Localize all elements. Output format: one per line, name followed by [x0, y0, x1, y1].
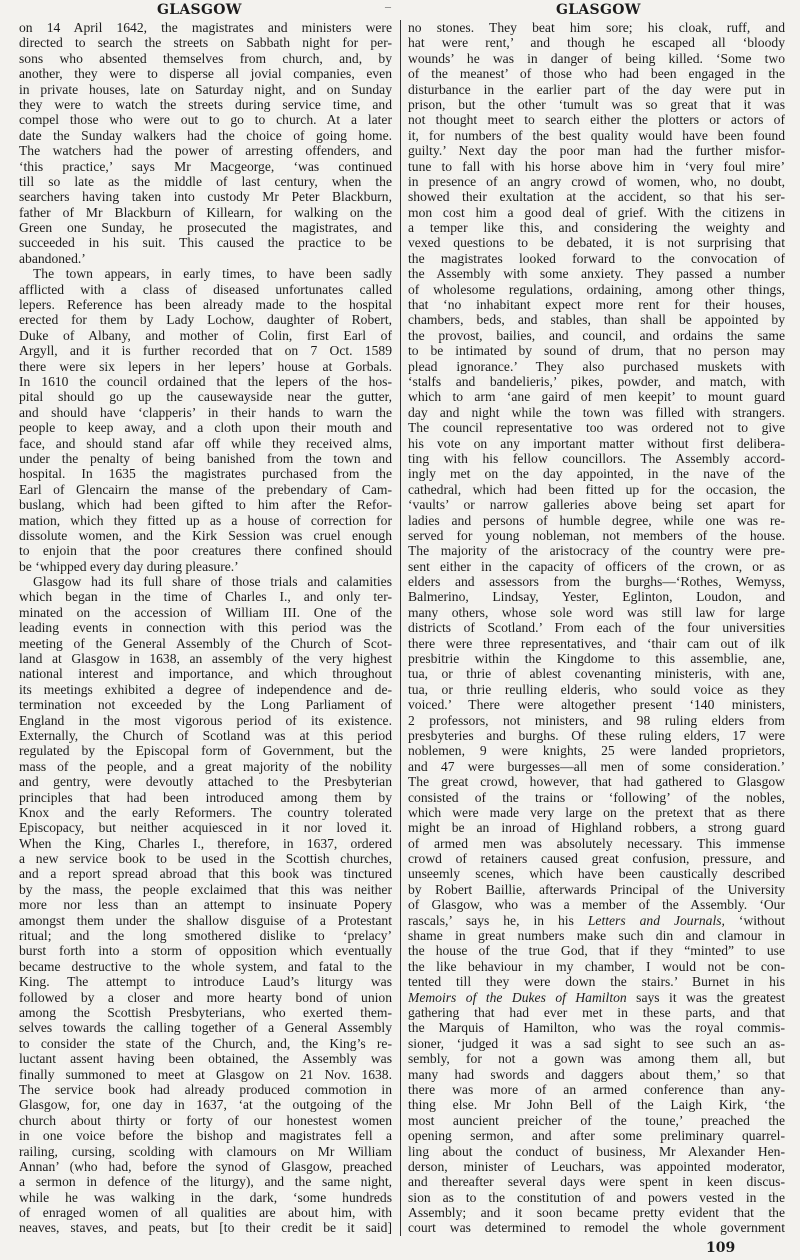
- text-line: presbyteries and burghs. Of these ruling elders, 17 were: [408, 727, 785, 743]
- text-line: court was determined to remodel the whole government: [408, 1220, 785, 1236]
- text-line: afflicted with a class of diseased unfortunates called: [19, 281, 392, 297]
- text-line: abandoned.’: [19, 250, 86, 266]
- text-line: served for young nobleman, not members of the house.: [408, 527, 785, 543]
- text-line: 2 professors, not ministers, and 98 ruling elders from: [408, 712, 785, 728]
- text-line: it, for numbers of the best quality would have been found: [408, 127, 785, 143]
- text-line: termination not exceeded by the Long Parliament of: [19, 697, 392, 713]
- text-line: in one voice before the bishop and magistrates fell a: [19, 1128, 392, 1144]
- text-line: ‘stalfs and bandelieris,’ pikes, powder, and match, with: [408, 373, 785, 389]
- text-line: national interest and importance, and which throughout: [19, 666, 392, 682]
- text-line: which began in the time of Charles I., and only ter-: [19, 589, 392, 605]
- text-line: consisted of the trains or ‘following’ of the nobles,: [408, 789, 785, 805]
- text-line: shame in great numbers make such din and clamour in: [408, 928, 785, 944]
- text-line: unseemly scenes, which have been caustically described: [408, 866, 785, 882]
- text-line: which to arm ‘ane gaird of men keepit’ to mount guard: [408, 389, 785, 405]
- text-line: buslang, which had been gifted to him after the Refor-: [19, 497, 392, 513]
- text-line: another, they were to disperse all jovial companies, even: [19, 66, 392, 82]
- text-line: ting with his fellow councillors. The Assembly accord-: [408, 450, 785, 466]
- text-line: Green one Sunday, he prosecuted the magistrates, and: [19, 220, 392, 236]
- text-line: land at Glasgow in 1638, an assembly of the very highest: [19, 651, 392, 667]
- text-line: Externally, the Church of Scotland was at this period: [19, 727, 392, 743]
- text-line: date the Sunday walkers had the choice of going home.: [19, 127, 392, 143]
- text-line: finally summoned to meet at Glasgow on 21 Nov. 1638.: [19, 1066, 392, 1082]
- text-line: no stones. They beat him sore; his cloak, ruff, and: [408, 20, 785, 35]
- running-header-left: GLASGOW: [157, 2, 242, 18]
- text-line: luctant assent having been obtained, the Assembly was: [19, 1051, 392, 1067]
- italic-title: Memoirs of the Dukes of Hamilton: [408, 989, 627, 1005]
- text-line: principles that had been introduced among them by: [19, 789, 392, 805]
- text-line: guilty.’ Next day the poor man had the further misfor-: [408, 143, 785, 159]
- text-line: the Marquis of Hamilton, who was the royal commis-: [408, 1020, 785, 1036]
- text-line: of armed men was absolutely necessary. This immense: [408, 835, 785, 851]
- text-line: a new service book to be used in the Scottish churches,: [19, 851, 392, 867]
- text-line: to consider the state of the Church, and, the King’s re-: [19, 1035, 392, 1051]
- text-line: ingly met on the day appointed, in the nave of the: [408, 466, 785, 482]
- text-line: Assembly; and it soon became pretty evident that the: [408, 1205, 785, 1221]
- text-line: [408, 990, 785, 1005]
- right-text-column: [408, 20, 785, 1238]
- text-line: father of Mr Blackburn of Killearn, for walking on the: [19, 204, 392, 220]
- text-line: opening sermon, and after some preliminary quarrel-: [408, 1128, 785, 1144]
- text-line: Knox and the early Reformers. The country tolerated: [19, 804, 392, 820]
- text-line: mass of the people, and a great majority of the nobility: [19, 758, 392, 774]
- text-line: most auncient preicher of the toune,’ preached the: [408, 1112, 785, 1128]
- text-line: of enraged women of all qualities are about him, with: [19, 1205, 392, 1221]
- text-line: ladies and persons of humble degree, while one was re-: [408, 512, 785, 528]
- text-line: England in the most vigorous period of its existence.: [19, 712, 392, 728]
- text-line: many had swords and daggers about them,’ so that: [408, 1066, 785, 1082]
- text-line: districts of Scotland.’ From each of the four universities: [408, 620, 785, 636]
- text-line: The majority of the aristocracy of the country were pre-: [408, 543, 785, 559]
- italic-title: Letters and Journals,: [587, 912, 725, 928]
- text-line: The town appears, in early times, to have been sadly: [33, 266, 392, 282]
- paragraph: [19, 574, 392, 1236]
- text-line: elders and assessors from the burghs—‘Rothes, Wemyss,: [408, 574, 785, 590]
- text-line: hat were rent,’ and though he escaped all ‘bloody: [408, 35, 785, 51]
- text-line: Glasgow, for, one day in 1637, ‘at the outgoing of the: [19, 1097, 392, 1113]
- text-line: sons who absented themselves from church, and, by: [19, 50, 392, 66]
- text-line: Episcopacy, but neither acquiesced in it nor loved it.: [19, 820, 392, 836]
- text-line: chambers, beds, and stables, than shall be appointed by: [408, 312, 785, 328]
- text-line: face, and should stand afar off while they received alms,: [19, 435, 392, 451]
- text-line: day and night while the town was filled with strangers.: [408, 404, 785, 420]
- text-line: King. The attempt to introduce Laud’s liturgy was: [19, 974, 392, 990]
- text-line: the provost, bailies, and council, and ordains the same: [408, 327, 785, 343]
- text-line: under the penalty of being banished from the town and: [19, 450, 392, 466]
- text-line: tune to fall with his horse above him in ‘very foul mire’: [408, 158, 785, 174]
- text-line: gathering that had ever met in these parts, and that: [408, 1005, 785, 1020]
- text-line: showed their exultation at the accident, so that his ser-: [408, 189, 785, 205]
- text-line: tua, or thrie reulling elderis, who sould voice as they: [408, 681, 785, 697]
- text-line: on 14 April 1642, the magistrates and ministers were: [19, 20, 392, 35]
- text-line: there was more of an armed conference than any-: [408, 1081, 785, 1097]
- text-line: leading events in connection with this period was the: [19, 620, 392, 636]
- text-line: ‘this practice,’ says Mr Macgeorge, ‘was continued: [19, 158, 392, 174]
- text-line: Balmerino, Lindsay, Yester, Eglinton, Loudon, and: [408, 589, 785, 605]
- text-line: tua, or thrie of ablest covenanting ministeris, with ane,: [408, 666, 785, 682]
- text-segment: rascals,’ says he, in his: [408, 912, 588, 928]
- text-line: vexed questions to be debated, it is not surprising that: [408, 235, 785, 251]
- text-line: might be an inroad of Highland robbers, a strong guard: [408, 820, 785, 836]
- text-line: among the Scottish Presbyterians, who exerted them-: [19, 1005, 392, 1020]
- text-line: searchers having taken into custody Mr Peter Blackburn,: [19, 189, 392, 205]
- text-line: erected for them by Lady Lochow, daughter of Robert,: [19, 312, 392, 328]
- paragraph: [19, 266, 392, 574]
- text-line: neaves, staves, and peats, but [to their credit be it said]: [19, 1220, 392, 1236]
- text-line: amongst them under the shallow disguise of a Protestant: [19, 912, 392, 928]
- text-line: people to keep away, and a cloth upon their mouth and: [19, 420, 392, 436]
- text-line: to enjoin that the poor creatures there confined should: [19, 543, 392, 559]
- text-line: more nor less than an attempt to insinuate Popery: [19, 897, 392, 913]
- text-line: The service book had already produced commotion in: [19, 1081, 392, 1097]
- text-line: directed to search the streets on Sabbath night for per-: [19, 35, 392, 51]
- text-line: not thought meet to search either the plotters or actors of: [408, 112, 785, 128]
- text-line: railing, cursing, scolding with clamours on Mr William: [19, 1143, 392, 1159]
- column-divider: [400, 20, 401, 1236]
- text-line: and a report spread abroad that this book was tinctured: [19, 866, 392, 882]
- text-line: of wholesome regulations, ordaining, among other things,: [408, 281, 785, 297]
- text-line: while he was walking in the dark, ‘some hundreds: [19, 1189, 392, 1205]
- text-line: and gentry, were devoutly attached to the Presbyterian: [19, 774, 392, 790]
- text-line: noblemen, 9 were knights, 25 were landed proprietors,: [408, 743, 785, 759]
- text-line: that ‘no inhabitant expect more rent for their houses,: [408, 297, 785, 313]
- text-line: tented till they were down the stairs.’ Burnet in his: [408, 974, 785, 990]
- paragraph: [19, 20, 392, 266]
- text-line: the house of the true God, that if they “minted” to use: [408, 943, 785, 959]
- text-line: pital should go up the causewayside near the gutter,: [19, 389, 392, 405]
- text-line: be ‘whipped every day during pleasure.’: [19, 558, 239, 574]
- text-line: a sermon in defence of the liturgy), and the same night,: [19, 1174, 392, 1190]
- text-line: succeeded in his suit. This caused the practice to be: [19, 235, 392, 251]
- text-line: the magistrates looked forward to the convocation of: [408, 250, 785, 266]
- text-line: there were six lepers in her lepers’ house at Gorbals.: [19, 358, 392, 374]
- text-line: the like behaviour in my chamber, I would not be con-: [408, 958, 785, 974]
- text-line: sent either in the capacity of officers of the crown, or as: [408, 558, 785, 574]
- text-line: followed by a closer and more hearty bond of union: [19, 989, 392, 1005]
- page-number: 109: [706, 1240, 736, 1256]
- text-line: crowd of retainers caused great confusion, pressure, and: [408, 851, 785, 867]
- text-line: its meetings exhibited a degree of independence and de-: [19, 681, 392, 697]
- text-line: prison, but the other ‘tumult was so great that it was: [408, 96, 785, 112]
- text-line: cathedral, which had been fitted up for the occasion, the: [408, 481, 785, 497]
- text-line: ‘vaults’ or narrow galleries above being set apart for: [408, 497, 785, 513]
- left-text-column: [19, 20, 392, 1238]
- text-line: of Glasgow, who was a member of the Assembly. ‘Our: [408, 897, 785, 913]
- text-line: compel those who were out to go to church. At a later: [19, 112, 392, 128]
- text-line: they were to watch the streets during service time, and: [19, 96, 392, 112]
- running-header-right: GLASGOW: [556, 2, 641, 18]
- text-line: Argyll, and it is further recorded that on 7 Oct. 1589: [19, 343, 392, 359]
- text-segment: ‘without: [724, 912, 785, 928]
- text-line: Earl of Glencairn the manse of the prebendary of Cam-: [19, 481, 392, 497]
- text-line: and should have ‘clapperis’ in their hands to warn the: [19, 404, 392, 420]
- text-line: there were three representatives, and ‘thair cam out of ilk: [408, 635, 785, 651]
- text-line: Duke of Albany, and mother of Colin, first Earl of: [19, 327, 392, 343]
- text-line: When the King, Charles I., therefore, in 1637, ordered: [19, 835, 392, 851]
- text-line: the Assembly with some anxiety. They passed a number: [408, 266, 785, 282]
- text-line: thing else. Mr John Bell of the Laigh Kirk, ‘the: [408, 1097, 785, 1113]
- text-line: derson, minister of Leuchars, was appointed moderator,: [408, 1158, 785, 1174]
- text-line: in private houses, late on Saturday night, and on Sunday: [19, 81, 392, 97]
- text-segment: says it was the greatest: [626, 989, 785, 1005]
- text-line: ritual; and the long smothered dislike to ‘prelacy’: [19, 928, 392, 944]
- paragraph: [408, 20, 785, 1236]
- text-line: his vote on any important matter without first delibera-: [408, 435, 785, 451]
- text-line: dissolute women, and the Kirk Session was cruel enough: [19, 527, 392, 543]
- text-line: mon cost him a good deal of grief. With the citizens in: [408, 204, 785, 220]
- text-line: voiced.’ There were altogether present ‘140 ministers,: [408, 697, 785, 713]
- text-line: burst forth into a storm of opposition which eventually: [19, 943, 392, 959]
- text-line: sioner, ‘judged it was a sad sight to see such an as-: [408, 1035, 785, 1051]
- text-line: Glasgow had its full share of those trials and calamities: [33, 574, 392, 590]
- text-line: became destructive to the whole system, and fatal to the: [19, 958, 392, 974]
- text-line: of the meanest’ of those who had been engaged in the: [408, 66, 785, 82]
- text-line: presbitrie within the Kingdome to this assemblie, ane,: [408, 651, 785, 667]
- text-line: in presence of an angry crowd of women, who, no doubt,: [408, 173, 785, 189]
- text-line: Annan’ (who had, before the synod of Glasgow, preached: [19, 1158, 392, 1174]
- text-line: sion as to the constitution of and powers vested in the: [408, 1189, 785, 1205]
- text-line: In 1610 the council ordained that the lepers of the hos-: [19, 373, 392, 389]
- text-line: by Robert Baillie, afterwards Principal of the University: [408, 881, 785, 897]
- text-line: minated on the accession of William III. One of the: [19, 604, 392, 620]
- text-line: hospital. In 1635 the magistrates purchased from the: [19, 466, 392, 482]
- text-line: church about thirty or forty of our honestest women: [19, 1112, 392, 1128]
- text-line: which were made very large on the pretext that as there: [408, 804, 785, 820]
- text-line: lepers. Reference has been already made to the hospital: [19, 297, 392, 313]
- text-line: to be intimated by sound of drum, that no person may: [408, 343, 785, 359]
- text-line: The watchers had the power of arresting offenders, and: [19, 143, 392, 159]
- text-line: a temper like this, and considering the weighty and: [408, 220, 785, 236]
- fold-mark: –: [385, 0, 391, 13]
- text-line: selves towards the calling together of a General Assembly: [19, 1020, 392, 1036]
- text-line: wounds’ he was in danger of being killed. ‘Some two: [408, 50, 785, 66]
- text-line: and thereafter several days were spent in keen discus-: [408, 1174, 785, 1190]
- text-line: many others, whose sole word was still law for large: [408, 604, 785, 620]
- text-line: The great crowd, however, that had gathered to Glasgow: [408, 774, 785, 790]
- text-line: [408, 913, 785, 928]
- text-line: disturbance in the earlier part of the day were put in: [408, 81, 785, 97]
- text-line: The council representative too was ordered not to give: [408, 420, 785, 436]
- text-line: ling about the conduct of business, Mr Alexander Hen-: [408, 1143, 785, 1159]
- text-line: till so late as the middle of last century, when the: [19, 173, 392, 189]
- text-line: sembly, for not a gown was among them all, but: [408, 1051, 785, 1067]
- text-line: and 47 were burgesses—all men of some consideration.’: [408, 758, 785, 774]
- text-line: mation, which they fitted up as a house of correction for: [19, 512, 392, 528]
- text-line: by the mass, the people exclaimed that this was neither: [19, 881, 392, 897]
- text-line: plead ignorance.’ They also purchased muskets with: [408, 358, 785, 374]
- text-line: meeting of the General Assembly of the Church of Scot-: [19, 635, 392, 651]
- text-line: regulated by the Episcopal form of Government, but the: [19, 743, 392, 759]
